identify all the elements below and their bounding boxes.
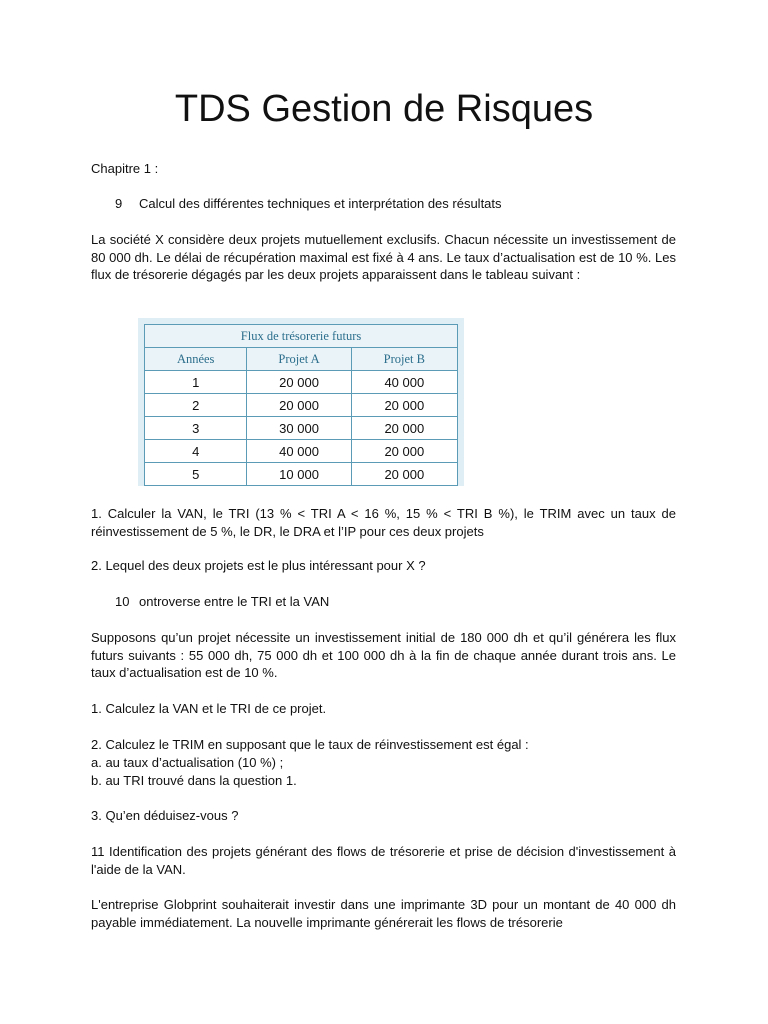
question-9-2: 2. Lequel des deux projets est le plus intéressant pour X ? [91, 558, 426, 573]
intro-10-paragraph: Supposons qu’un projet nécessite un investissement initial de 180 000 dh et qu’il générera les flux futurs suivants : 55 000 dh, 75 000 dh et 100 000 dh à la fin de chaque année durant trois ans. Le taux d’actualisation est de 10 %. [91, 630, 676, 681]
table-cell-project-b: 20 000 [351, 440, 457, 463]
table-cell-year: 2 [145, 394, 247, 417]
table-row [145, 463, 458, 486]
table-cell-project-a: 20 000 [247, 371, 351, 394]
table-cell-project-a: 20 000 [247, 394, 351, 417]
table-cell-project-b: 20 000 [351, 463, 457, 486]
section-11-heading: 11 Identification des projets générant des flows de trésorerie et prise de décision d'investissement à l'aide de la VAN. [91, 844, 676, 877]
question-10-2: 2. Calculez le TRIM en supposant que le taux de réinvestissement est égal : [91, 737, 529, 752]
chapter-label: Chapitre 1 : [91, 161, 159, 176]
table-row [145, 440, 458, 463]
table-header-years: Années [145, 348, 247, 371]
table-row [145, 417, 458, 440]
section-9-heading [115, 195, 700, 213]
table-row [145, 394, 458, 417]
question-10-1: 1. Calculez la VAN et le TRI de ce projet. [91, 701, 327, 716]
section-9-title: Calcul des différentes techniques et interprétation des résultats [139, 196, 502, 211]
table-cell-project-a: 30 000 [247, 417, 351, 440]
table-row [145, 371, 458, 394]
table-cell-project-a: 10 000 [247, 463, 351, 486]
table-cell-year: 4 [145, 440, 247, 463]
table-header-project-a: Projet A [247, 348, 351, 371]
table-caption: Flux de trésorerie futurs [145, 325, 458, 348]
question-9-1: 1. Calculer la VAN, le TRI (13 % < TRI A < 16 %, 15 % < TRI B %), le TRIM avec un taux de réinvestissement de 5 %, le DR, le DRA et l’IP pour ces deux projets [91, 506, 676, 539]
table-cell-project-b: 20 000 [351, 394, 457, 417]
section-9-number: 9 [115, 196, 123, 211]
question-10-2b: b. au TRI trouvé dans la question 1. [91, 773, 297, 788]
table-cell-year: 3 [145, 417, 247, 440]
question-10-2a: a. au taux d’actualisation (10 %) ; [91, 755, 284, 770]
intro-11-paragraph: L'entreprise Globprint souhaiterait investir dans une imprimante 3D pour un montant de 40 000 dh payable immédiatement. La nouvelle imprimante générerait les flows de trésorerie [91, 897, 676, 930]
section-10-heading [115, 593, 700, 611]
cash-flow-table-figure [138, 318, 464, 486]
table-header-project-b: Projet B [351, 348, 457, 371]
table-cell-project-a: 40 000 [247, 440, 351, 463]
table-cell-year: 1 [145, 371, 247, 394]
question-10-3: 3. Qu’en déduisez-vous ? [91, 808, 239, 823]
table-cell-project-b: 40 000 [351, 371, 457, 394]
intro-paragraph: La société X considère deux projets mutuellement exclusifs. Chacun nécessite un investissement de 80 000 dh. Le délai de récupération maximal est fixé à 4 ans. Le taux d’actualisation est de 10 %. Les flux de trésorerie dégagés par les deux projets apparaissent dans le tableau suivant : [91, 232, 676, 283]
section-10-title: ontroverse entre le TRI et la VAN [139, 594, 330, 609]
section-10-number: 10 [115, 594, 130, 609]
table-cell-project-b: 20 000 [351, 417, 457, 440]
cash-flow-table [144, 324, 458, 486]
page-title: TDS Gestion de Risques [174, 88, 594, 130]
table-cell-year: 5 [145, 463, 247, 486]
